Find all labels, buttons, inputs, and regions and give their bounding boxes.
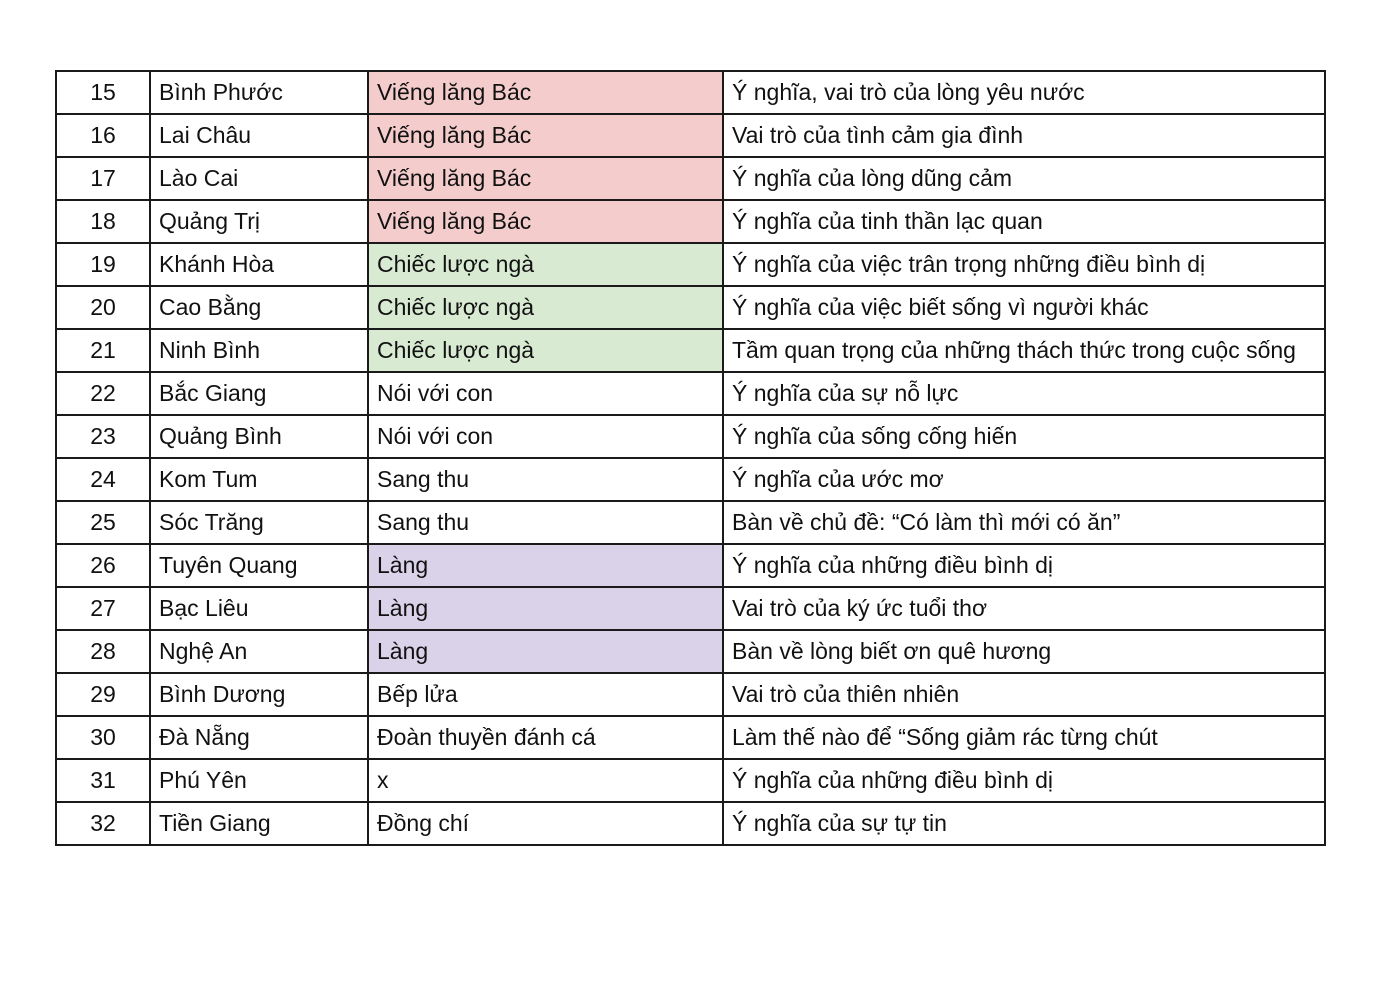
table-row: [56, 243, 1325, 286]
table-row: [56, 71, 1325, 114]
table-body: [56, 71, 1325, 845]
cell-topic: Vai trò của tình cảm gia đình: [723, 114, 1325, 157]
cell-topic: Ý nghĩa của ước mơ: [723, 458, 1325, 501]
cell-stt: 32: [56, 802, 150, 845]
cell-stt: 21: [56, 329, 150, 372]
cell-province: Bình Phước: [150, 71, 368, 114]
exam-topics-table: [55, 70, 1326, 846]
table-row: [56, 587, 1325, 630]
cell-province: Quảng Trị: [150, 200, 368, 243]
table-row: [56, 200, 1325, 243]
cell-stt: 15: [56, 71, 150, 114]
cell-province: Tuyên Quang: [150, 544, 368, 587]
cell-topic: Ý nghĩa, vai trò của lòng yêu nước: [723, 71, 1325, 114]
table-row: [56, 802, 1325, 845]
table-row: [56, 286, 1325, 329]
cell-province: Lào Cai: [150, 157, 368, 200]
cell-stt: 16: [56, 114, 150, 157]
cell-work: Viếng lăng Bác: [368, 200, 723, 243]
cell-work: Làng: [368, 587, 723, 630]
cell-work: Nói với con: [368, 372, 723, 415]
cell-work: Sang thu: [368, 458, 723, 501]
cell-province: Bắc Giang: [150, 372, 368, 415]
cell-work: Đồng chí: [368, 802, 723, 845]
cell-topic: Ý nghĩa của sống cống hiến: [723, 415, 1325, 458]
cell-work: Làng: [368, 544, 723, 587]
cell-work: Nói với con: [368, 415, 723, 458]
cell-province: Phú Yên: [150, 759, 368, 802]
cell-topic: Ý nghĩa của những điều bình dị: [723, 544, 1325, 587]
cell-province: Đà Nẵng: [150, 716, 368, 759]
cell-work: Chiếc lược ngà: [368, 243, 723, 286]
cell-work: Làng: [368, 630, 723, 673]
cell-work: Viếng lăng Bác: [368, 157, 723, 200]
table-row: [56, 157, 1325, 200]
cell-stt: 26: [56, 544, 150, 587]
cell-topic: Bàn về chủ đề: “Có làm thì mới có ăn”: [723, 501, 1325, 544]
table-row: [56, 114, 1325, 157]
cell-work: Viếng lăng Bác: [368, 71, 723, 114]
cell-stt: 17: [56, 157, 150, 200]
cell-topic: Làm thế nào để “Sống giảm rác từng chút: [723, 716, 1325, 759]
table-row: [56, 544, 1325, 587]
cell-topic: Ý nghĩa của những điều bình dị: [723, 759, 1325, 802]
table-row: [56, 415, 1325, 458]
table-row: [56, 329, 1325, 372]
cell-topic: Ý nghĩa của sự tự tin: [723, 802, 1325, 845]
table-row: [56, 759, 1325, 802]
cell-province: Bạc Liêu: [150, 587, 368, 630]
table-row: [56, 716, 1325, 759]
table-row: [56, 630, 1325, 673]
cell-province: Cao Bằng: [150, 286, 368, 329]
cell-stt: 18: [56, 200, 150, 243]
table-row: [56, 673, 1325, 716]
cell-topic: Ý nghĩa của việc biết sống vì người khác: [723, 286, 1325, 329]
cell-work: Bếp lửa: [368, 673, 723, 716]
cell-work: Đoàn thuyền đánh cá: [368, 716, 723, 759]
cell-topic: Tầm quan trọng của những thách thức trong cuộc sống: [723, 329, 1325, 372]
cell-province: Nghệ An: [150, 630, 368, 673]
cell-stt: 30: [56, 716, 150, 759]
cell-work: x: [368, 759, 723, 802]
cell-stt: 23: [56, 415, 150, 458]
cell-work: Chiếc lược ngà: [368, 286, 723, 329]
cell-stt: 28: [56, 630, 150, 673]
cell-province: Bình Dương: [150, 673, 368, 716]
cell-topic: Ý nghĩa của sự nỗ lực: [723, 372, 1325, 415]
table-row: [56, 372, 1325, 415]
cell-topic: Ý nghĩa của lòng dũng cảm: [723, 157, 1325, 200]
cell-stt: 25: [56, 501, 150, 544]
cell-stt: 22: [56, 372, 150, 415]
cell-province: Quảng Bình: [150, 415, 368, 458]
cell-province: Lai Châu: [150, 114, 368, 157]
cell-work: Viếng lăng Bác: [368, 114, 723, 157]
cell-stt: 27: [56, 587, 150, 630]
cell-province: Khánh Hòa: [150, 243, 368, 286]
table-row: [56, 458, 1325, 501]
cell-work: Sang thu: [368, 501, 723, 544]
cell-work: Chiếc lược ngà: [368, 329, 723, 372]
cell-province: Tiền Giang: [150, 802, 368, 845]
cell-stt: 20: [56, 286, 150, 329]
cell-stt: 31: [56, 759, 150, 802]
cell-topic: Vai trò của thiên nhiên: [723, 673, 1325, 716]
cell-topic: Ý nghĩa của tinh thần lạc quan: [723, 200, 1325, 243]
cell-province: Ninh Bình: [150, 329, 368, 372]
cell-province: Kom Tum: [150, 458, 368, 501]
cell-stt: 24: [56, 458, 150, 501]
table-row: [56, 501, 1325, 544]
cell-stt: 19: [56, 243, 150, 286]
cell-topic: Bàn về lòng biết ơn quê hương: [723, 630, 1325, 673]
cell-stt: 29: [56, 673, 150, 716]
cell-topic: Vai trò của ký ức tuổi thơ: [723, 587, 1325, 630]
cell-topic: Ý nghĩa của việc trân trọng những điều bình dị: [723, 243, 1325, 286]
cell-province: Sóc Trăng: [150, 501, 368, 544]
